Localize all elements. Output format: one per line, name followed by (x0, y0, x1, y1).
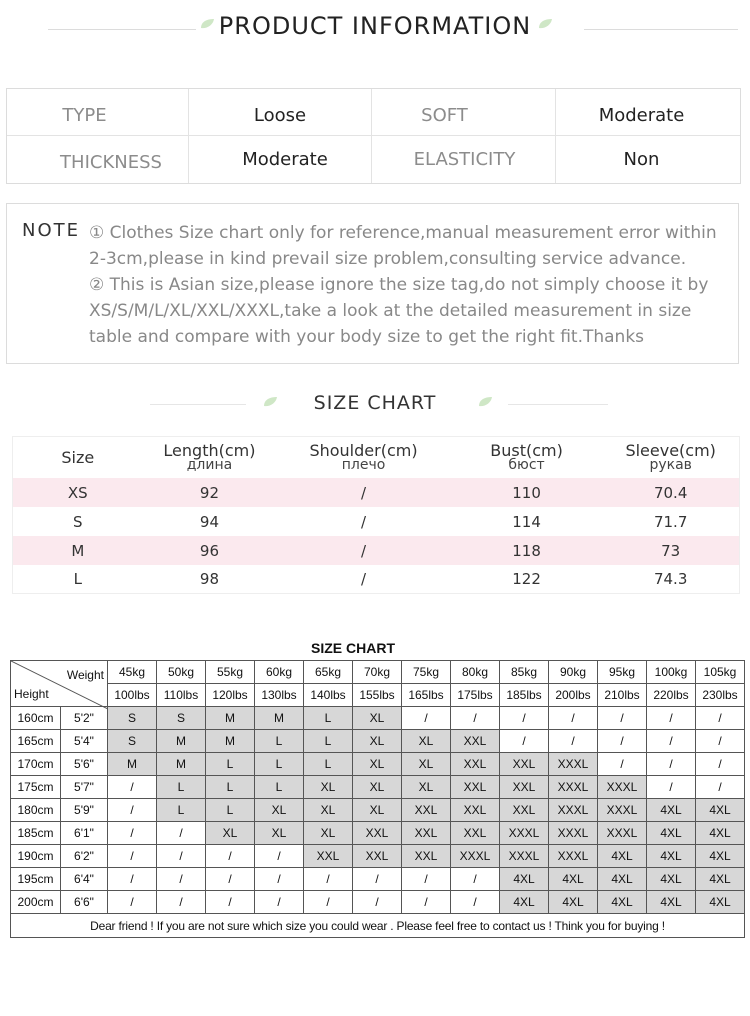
size-cell: / (696, 707, 745, 730)
weight-kg: 100kg (647, 661, 696, 684)
size-cell: / (304, 868, 353, 891)
size-cell: / (157, 868, 206, 891)
note-label: NOTE (22, 220, 81, 241)
size-cell: 4XL (598, 868, 647, 891)
size-cell: / (598, 707, 647, 730)
weight-kg: 80kg (451, 661, 500, 684)
size-cell: 4XL (647, 822, 696, 845)
size-cell: 4XL (647, 845, 696, 868)
size-cell: XL (353, 776, 402, 799)
size-chart-title: SIZE CHART (313, 392, 437, 414)
size-cell: L (255, 730, 304, 753)
size-cell: M (157, 753, 206, 776)
weight-label: Weight (66, 668, 104, 682)
weight-lbs: 120lbs (206, 684, 255, 707)
size-cell: XXXL (549, 753, 598, 776)
height-cm: 165cm (11, 730, 61, 753)
size-cell: XXXL (598, 799, 647, 822)
header-size: Size (61, 448, 95, 467)
size-cell: / (598, 753, 647, 776)
size-cell: XXL (500, 799, 549, 822)
size-cell: / (108, 891, 157, 914)
type-value: Loose (253, 104, 307, 126)
note-line-1: ① Clothes Size chart only for reference,manual measurement error within 2-3cm,please in kind prevail size problem,consulting service advance. (89, 223, 717, 269)
header-divider-right (584, 29, 738, 30)
size-cell: 4XL (647, 799, 696, 822)
size-cell: / (500, 730, 549, 753)
size-cell: M (157, 730, 206, 753)
header-shoulder: Shoulder(cm) плечо (309, 440, 418, 473)
table-row (11, 799, 745, 822)
size-cell: 4XL (549, 891, 598, 914)
table-row: L 98 / 122 74.3 (12, 565, 740, 594)
weight-kg: 45kg (108, 661, 157, 684)
weight-kg-row (11, 661, 745, 684)
weight-kg: 55kg (206, 661, 255, 684)
note-box (6, 203, 739, 364)
size-chart-table (12, 436, 740, 594)
size-cell: XXXL (549, 822, 598, 845)
height-cm: 170cm (11, 753, 61, 776)
weight-lbs: 210lbs (598, 684, 647, 707)
header-bust: Bust(cm) бюст (490, 440, 563, 473)
size-cell: S (108, 730, 157, 753)
size-cell: XL (353, 753, 402, 776)
size-cell: L (304, 707, 353, 730)
weight-lbs: 175lbs (451, 684, 500, 707)
height-ft: 5'7" (61, 776, 108, 799)
size-cell: / (696, 776, 745, 799)
size-cell: / (157, 822, 206, 845)
weight-kg: 75kg (402, 661, 451, 684)
size-cell: L (255, 776, 304, 799)
size-cell: 4XL (696, 822, 745, 845)
weight-lbs: 165lbs (402, 684, 451, 707)
weight-lbs: 185lbs (500, 684, 549, 707)
size-cell: 4XL (696, 845, 745, 868)
weight-height-grid (10, 660, 745, 938)
size-cell: / (451, 891, 500, 914)
size-cell: XL (304, 799, 353, 822)
size-cell: / (451, 707, 500, 730)
size-cell: / (549, 730, 598, 753)
size-cell: XL (353, 799, 402, 822)
size-cell: XXL (402, 799, 451, 822)
size-cell: XXL (402, 822, 451, 845)
weight-lbs: 200lbs (549, 684, 598, 707)
height-ft: 5'4" (61, 730, 108, 753)
size-cell: 4XL (549, 868, 598, 891)
size-cell: XXL (451, 753, 500, 776)
size-cell: / (206, 891, 255, 914)
height-cm: 195cm (11, 868, 61, 891)
size-cell: / (304, 891, 353, 914)
table-row: XS 92 / 110 70.4 (12, 478, 740, 507)
size-cell: L (157, 776, 206, 799)
soft-value: Moderate (598, 104, 685, 126)
product-info-table (6, 88, 741, 184)
table-row (11, 845, 745, 868)
size-cell: XXL (500, 776, 549, 799)
page-title: PRODUCT INFORMATION (218, 12, 532, 40)
note-line-2: ② This is Asian size,please ignore the size tag,do not simply choose it by XS/S/M/L/XL/XXL/XXXL,take a look at the detailed measurement in size table and compare with your body size to get the right fit.Thanks (89, 275, 709, 347)
height-ft: 6'4" (61, 868, 108, 891)
weight-kg: 95kg (598, 661, 647, 684)
size-cell: 4XL (647, 891, 696, 914)
size-cell: M (255, 707, 304, 730)
table-row (11, 707, 745, 730)
height-ft: 6'6" (61, 891, 108, 914)
leaf-icon (537, 18, 553, 30)
size-cell: / (108, 868, 157, 891)
size-cell: XL (402, 776, 451, 799)
thickness-value: Moderate (242, 148, 328, 170)
size-cell: / (500, 707, 549, 730)
size-chart-divider-right (508, 404, 608, 405)
size-cell: XL (304, 776, 353, 799)
height-cm: 185cm (11, 822, 61, 845)
size-cell: / (353, 891, 402, 914)
size-cell: XXL (451, 799, 500, 822)
size-cell: 4XL (696, 868, 745, 891)
height-cm: 160cm (11, 707, 61, 730)
height-cm: 200cm (11, 891, 61, 914)
table-row: S 94 / 114 71.7 (12, 507, 740, 536)
thickness-label: THICKNESS (60, 151, 162, 173)
table-row: M 96 / 118 73 (12, 536, 740, 565)
weight-kg: 65kg (304, 661, 353, 684)
size-cell: / (402, 868, 451, 891)
size-cell: XL (304, 822, 353, 845)
table-row (11, 891, 745, 914)
weight-kg: 85kg (500, 661, 549, 684)
weight-kg: 105kg (696, 661, 745, 684)
height-cm: 180cm (11, 799, 61, 822)
size-cell: / (108, 799, 157, 822)
height-ft: 6'1" (61, 822, 108, 845)
size-cell: / (696, 753, 745, 776)
size-cell: / (549, 707, 598, 730)
weight-kg: 50kg (157, 661, 206, 684)
weight-kg: 90kg (549, 661, 598, 684)
size-cell: / (108, 845, 157, 868)
size-cell: / (157, 891, 206, 914)
size-cell: / (206, 868, 255, 891)
footer-message: Dear friend ! If you are not sure which size you could wear . Please feel free to contact us ! Think you for buying ! (11, 914, 745, 938)
size-cell: M (108, 753, 157, 776)
size-cell: / (647, 753, 696, 776)
size-cell: / (402, 891, 451, 914)
leaf-icon (477, 396, 493, 408)
size-cell: / (255, 868, 304, 891)
type-label: TYPE (62, 104, 107, 126)
size-cell: / (696, 730, 745, 753)
size-cell: XXXL (549, 776, 598, 799)
weight-kg: 70kg (353, 661, 402, 684)
table-row (11, 868, 745, 891)
height-ft: 5'2" (61, 707, 108, 730)
size-cell: / (255, 891, 304, 914)
weight-lbs: 220lbs (647, 684, 696, 707)
size-cell: 4XL (696, 799, 745, 822)
elasticity-value: Non (623, 148, 660, 170)
size-cell: / (647, 776, 696, 799)
size-cell: XXL (451, 822, 500, 845)
size-cell: XXXL (500, 822, 549, 845)
weight-kg: 60kg (255, 661, 304, 684)
size-cell: S (157, 707, 206, 730)
size-cell: XXL (402, 845, 451, 868)
size-cell: XL (353, 707, 402, 730)
height-cm: 190cm (11, 845, 61, 868)
size-cell: / (353, 868, 402, 891)
weight-lbs: 100lbs (108, 684, 157, 707)
size-cell: XL (206, 822, 255, 845)
height-label: Height (14, 687, 49, 701)
size-cell: / (206, 845, 255, 868)
size-cell: 4XL (647, 868, 696, 891)
weight-lbs: 230lbs (696, 684, 745, 707)
weight-lbs: 130lbs (255, 684, 304, 707)
size-cell: / (255, 845, 304, 868)
size-cell: XXL (451, 776, 500, 799)
size-cell: XXXL (549, 845, 598, 868)
table-row (11, 730, 745, 753)
size-cell: M (206, 730, 255, 753)
size-cell: 4XL (598, 891, 647, 914)
size-cell: 4XL (598, 845, 647, 868)
size-cell: / (598, 730, 647, 753)
size-cell: XXXL (598, 776, 647, 799)
height-ft: 5'9" (61, 799, 108, 822)
size-cell: XXXL (500, 845, 549, 868)
size-chart-header (12, 436, 740, 478)
size-cell: / (108, 822, 157, 845)
note-text (89, 220, 729, 350)
size-cell: XL (353, 730, 402, 753)
table-row (11, 753, 745, 776)
size-cell: 4XL (500, 891, 549, 914)
size-cell: XXL (304, 845, 353, 868)
elasticity-label: ELASTICITY (413, 148, 516, 170)
height-ft: 6'2" (61, 845, 108, 868)
size-cell: L (255, 753, 304, 776)
size-cell: XXXL (598, 822, 647, 845)
size-cell: XL (402, 753, 451, 776)
size-cell: / (647, 730, 696, 753)
weight-lbs-row (11, 684, 745, 707)
size-cell: / (157, 845, 206, 868)
size-cell: XXL (353, 845, 402, 868)
header-length: Length(cm) длина (163, 440, 256, 473)
size-cell: XXXL (451, 845, 500, 868)
table-row (11, 776, 745, 799)
size-cell: / (402, 707, 451, 730)
size-cell: L (304, 753, 353, 776)
size-cell: XL (255, 799, 304, 822)
weight-lbs: 155lbs (353, 684, 402, 707)
size-cell: XXL (353, 822, 402, 845)
size-cell: XXL (451, 730, 500, 753)
size-cell: / (108, 776, 157, 799)
header-sleeve: Sleeve(cm) рукав (625, 440, 716, 473)
size-cell: XL (255, 822, 304, 845)
size-cell: 4XL (500, 868, 549, 891)
height-ft: 5'6" (61, 753, 108, 776)
size-cell: XXL (500, 753, 549, 776)
size-cell: XL (402, 730, 451, 753)
size-cell: M (206, 707, 255, 730)
weight-lbs: 110lbs (157, 684, 206, 707)
size-cell: S (108, 707, 157, 730)
weight-chart-title: SIZE CHART (311, 640, 395, 656)
soft-label: SOFT (421, 104, 468, 126)
table-row (11, 822, 745, 845)
corner-cell (11, 661, 108, 707)
height-cm: 175cm (11, 776, 61, 799)
size-cell: L (304, 730, 353, 753)
size-cell: L (157, 799, 206, 822)
size-cell: 4XL (696, 891, 745, 914)
size-cell: L (206, 776, 255, 799)
footer-row (11, 914, 745, 938)
size-cell: / (451, 868, 500, 891)
size-cell: / (647, 707, 696, 730)
size-cell: L (206, 753, 255, 776)
size-cell: XXXL (549, 799, 598, 822)
weight-lbs: 140lbs (304, 684, 353, 707)
size-cell: L (206, 799, 255, 822)
